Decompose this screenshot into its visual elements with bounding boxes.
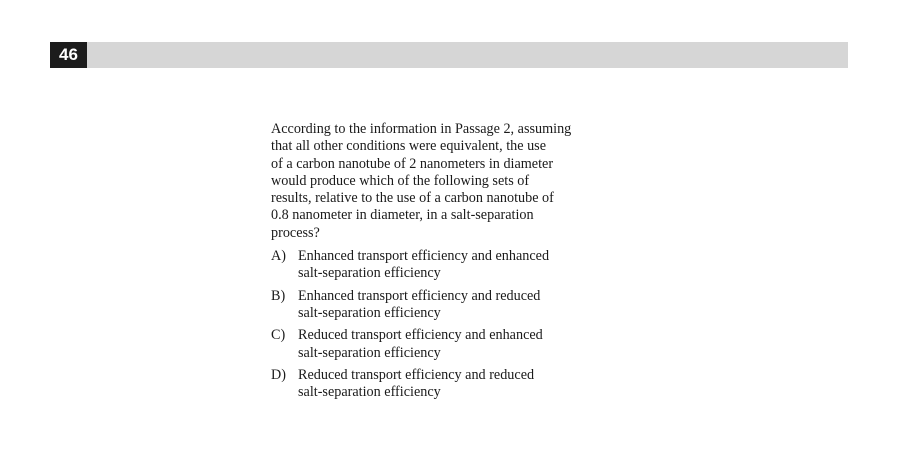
answer-choice-c[interactable] <box>271 327 601 362</box>
choice-text: Reduced transport efficiency and enhanced salt-separation efficiency <box>298 327 543 361</box>
question-number-badge: 46 <box>50 42 87 68</box>
question-header-bar <box>50 42 848 68</box>
answer-choices <box>271 248 601 401</box>
question-block <box>271 121 601 406</box>
answer-choice-b[interactable] <box>271 288 601 323</box>
choice-letter: B) <box>271 287 286 304</box>
question-stem: According to the information in Passage 2, assuming that all other conditions were equivalent, the use of a carbon nanotube of 2 nanometers in diameter would produce which of the following sets of results, relative to the use of a carbon nanotube of 0.8 nanometer in diameter, in a salt-separation process? <box>271 121 572 241</box>
choice-letter: D) <box>271 366 286 383</box>
answer-choice-d[interactable] <box>271 367 601 402</box>
choice-letter: C) <box>271 327 286 344</box>
choice-letter: A) <box>271 248 286 265</box>
choice-text: Reduced transport efficiency and reduced salt-separation efficiency <box>298 366 535 401</box>
choice-text: Enhanced transport efficiency and reduced salt-separation efficiency <box>298 287 541 321</box>
answer-choice-a[interactable] <box>271 248 601 283</box>
choice-text: Enhanced transport efficiency and enhanced salt-separation efficiency <box>298 248 550 282</box>
